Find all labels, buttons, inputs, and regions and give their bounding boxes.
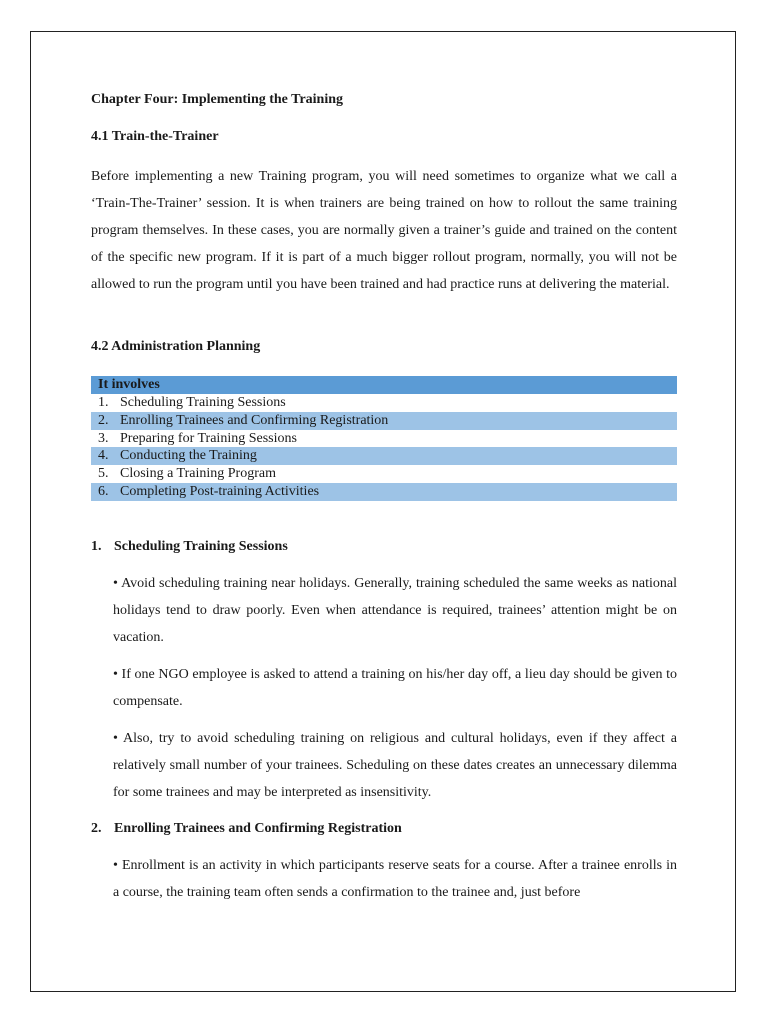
- table-row: [91, 394, 677, 412]
- list-number: 1.: [91, 539, 102, 554]
- bullet-paragraph: • If one NGO employee is asked to attend a training on his/her day off, a lieu day should be given to compensate.: [113, 667, 677, 709]
- row-number: 3.: [98, 430, 109, 446]
- table-row: [91, 430, 677, 448]
- bullet-paragraph: • Also, try to avoid scheduling training on religious and cultural holidays, even if they affect a relatively small number of your trainees. Scheduling on these dates creates an unnecessary dilemma for some trainees and may be interpreted as insensitivity.: [113, 731, 677, 800]
- table-row: [91, 412, 677, 430]
- chapter-title: Chapter Four: Implementing the Training: [91, 92, 344, 107]
- table-row: [91, 465, 677, 483]
- train-the-trainer-paragraph: Before implementing a new Training program, you will need sometimes to organize what we call a ‘Train-The-Trainer’ session. It is when trainers are being trained on how to rollout the same training program themselves. In these cases, you are normally given a trainer’s guide and trained on the content of the specific new program. If it is part of a much bigger rollout program, normally, you will not be allowed to run the program until you have been trained and had practice runs at delivering the material.: [91, 169, 677, 292]
- administration-table: [91, 376, 677, 501]
- row-number: 1.: [98, 395, 109, 410]
- row-number: 5.: [98, 466, 109, 482]
- row-number: 4.: [98, 448, 109, 464]
- table-row: [91, 483, 677, 501]
- row-label: Scheduling Training Sessions: [120, 395, 286, 410]
- section-heading-train-the-trainer: 4.1 Train-the-Trainer: [91, 129, 219, 144]
- table-header: It involves: [91, 376, 677, 394]
- row-number: 2.: [98, 412, 109, 428]
- row-label: Completing Post-training Activities: [120, 483, 320, 499]
- item-heading-enrolling: Enrolling Trainees and Confirming Registration: [114, 821, 402, 836]
- bullet-paragraph: • Enrollment is an activity in which participants reserve seats for a course. After a trainee enrolls in a course, the training team often sends a confirmation to the trainee and, just before: [113, 858, 677, 900]
- row-label: Conducting the Training: [120, 448, 257, 464]
- section-heading-administration-planning: 4.2 Administration Planning: [91, 339, 261, 354]
- item-heading-scheduling: Scheduling Training Sessions: [114, 539, 288, 554]
- row-label: Closing a Training Program: [120, 466, 276, 482]
- row-label: Enrolling Trainees and Confirming Registration: [120, 412, 389, 428]
- row-number: 6.: [98, 483, 109, 499]
- row-label: Preparing for Training Sessions: [120, 430, 297, 446]
- document-page: [30, 31, 736, 992]
- list-number: 2.: [91, 821, 102, 836]
- table-row: [91, 447, 677, 465]
- bullet-paragraph: • Avoid scheduling training near holidays. Generally, training scheduled the same weeks as national holidays tend to draw poorly. Even when attendance is required, trainees’ attention might be on vacation.: [113, 576, 677, 645]
